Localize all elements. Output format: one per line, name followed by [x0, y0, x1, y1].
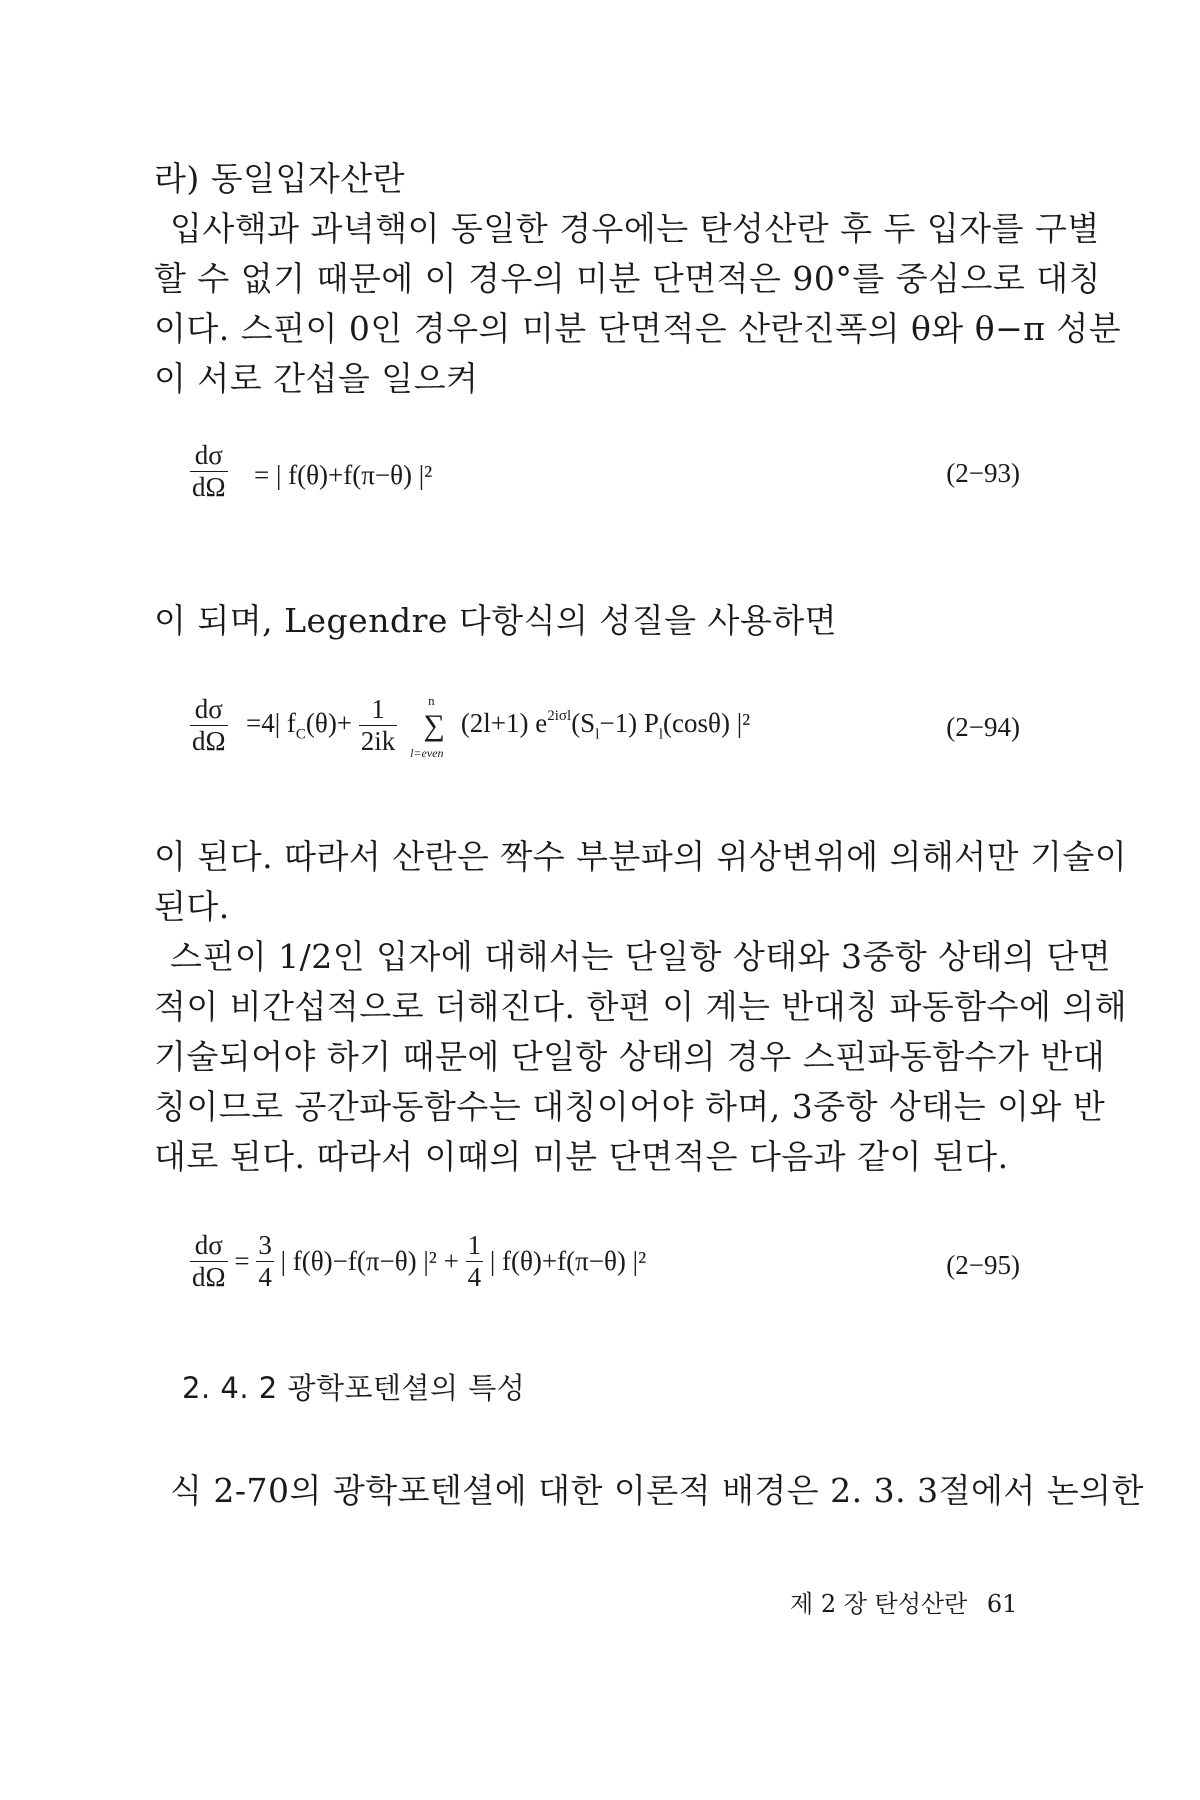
fraction-numerator: dσ — [190, 440, 228, 472]
equation-2-93 — [190, 440, 1020, 550]
paragraph-line: 이 된다. 따라서 산란은 짝수 부분파의 위상변위에 의해서만 기술이 — [154, 837, 1128, 876]
section-title: 라) 동일입자산란 — [154, 159, 406, 198]
fraction-dsigma-domega: $\frac{d\sigma}{d\Omega}$ — [192, 1230, 226, 1293]
running-header-chapter: 제 2 장 탄성산란 — [790, 1590, 968, 1618]
fraction-dsigma-domega — [190, 694, 228, 757]
equation-number: (2−95) — [946, 1250, 1020, 1280]
paragraph-line: 이다. 스핀이 0인 경우의 미분 단면적은 산란진폭의 θ와 θ−π 성분 — [154, 309, 1122, 348]
paragraph-line: 식 2-70의 광학포텐셜에 대한 이론적 배경은 2. 3. 3절에서 논의한 — [170, 1471, 1144, 1510]
equation-2-94 — [190, 690, 1020, 800]
paragraph-line: 할 수 없기 때문에 이 경우의 미분 단면적은 90°를 중심으로 대칭 — [154, 259, 1101, 298]
paragraph-line: 된다. — [154, 887, 230, 926]
paragraph-line: 이 되며, Legendre 다항식의 성질을 사용하면 — [154, 601, 838, 640]
equation-number: (2−93) — [946, 458, 1020, 488]
equation-rhs — [246, 692, 751, 760]
fraction-1-over-2ik: $\frac{1}{2ik}$ — [360, 694, 396, 757]
fraction-three-quarters: $\frac{3}{4}$ — [258, 1230, 272, 1293]
fraction-numerator: dσ — [190, 694, 228, 726]
fraction-denominator: dΩ — [192, 726, 226, 757]
paragraph-line: 기술되어야 하기 때문에 단일항 상태의 경우 스핀파동함수가 반대 — [154, 1037, 1106, 1076]
page-footer — [790, 1584, 1017, 1619]
equation-body: $\frac{d\sigma}{d\Omega}$ = $\frac{3}{4}$ | f(θ)−f(π−θ) |² + $\frac{1}{4}$ | f(θ)+f(π−θ) |² — [192, 1230, 647, 1293]
fraction-one-quarter: $\frac{1}{4}$ — [467, 1230, 482, 1293]
equation-2-95 — [190, 1230, 1020, 1340]
paragraph-line: 적이 비간섭적으로 더해진다. 한편 이 계는 반대칭 파동함수에 의해 — [154, 987, 1128, 1026]
term-partial-wave: (2l+1) $e^{2i\sigma l}(S_l-1)$ $P_l(\cos\theta)$ |² — [460, 707, 751, 743]
paragraph-line: 이 서로 간섭을 일으켜 — [154, 359, 479, 398]
fraction-denominator: dΩ — [192, 472, 226, 503]
page-number: 61 — [986, 1590, 1018, 1618]
subsection-heading: 2. 4. 2 광학포텐셜의 특성 — [182, 1371, 526, 1405]
equation-number: (2−94) — [946, 712, 1020, 742]
fraction-dsigma-domega — [190, 440, 228, 503]
paragraph-line: 대로 된다. 따라서 이때의 미분 단면적은 다음과 같이 된다. — [154, 1137, 1009, 1176]
paragraph-line: 입사핵과 과녁핵이 동일한 경우에는 탄성산란 후 두 입자를 구별 — [170, 209, 1100, 248]
term-antisymmetric: | f(θ)−f(π−θ) |² + — [280, 1246, 459, 1277]
equation-rhs: = | f(θ)+f(π−θ) |² — [254, 460, 433, 490]
paragraph-line: 칭이므로 공간파동함수는 대칭이어야 하며, 3중항 상태는 이와 반 — [154, 1087, 1106, 1126]
term-coulomb: =4| $f_C(\theta)+$ — [246, 707, 353, 743]
term-symmetric: | f(θ)+f(π−θ) |² — [489, 1246, 647, 1277]
paragraph-line: 스핀이 1/2인 입자에 대해서는 단일항 상태와 3중항 상태의 단면 — [170, 937, 1112, 976]
summation-symbol: n ∑ l=even — [410, 692, 445, 760]
